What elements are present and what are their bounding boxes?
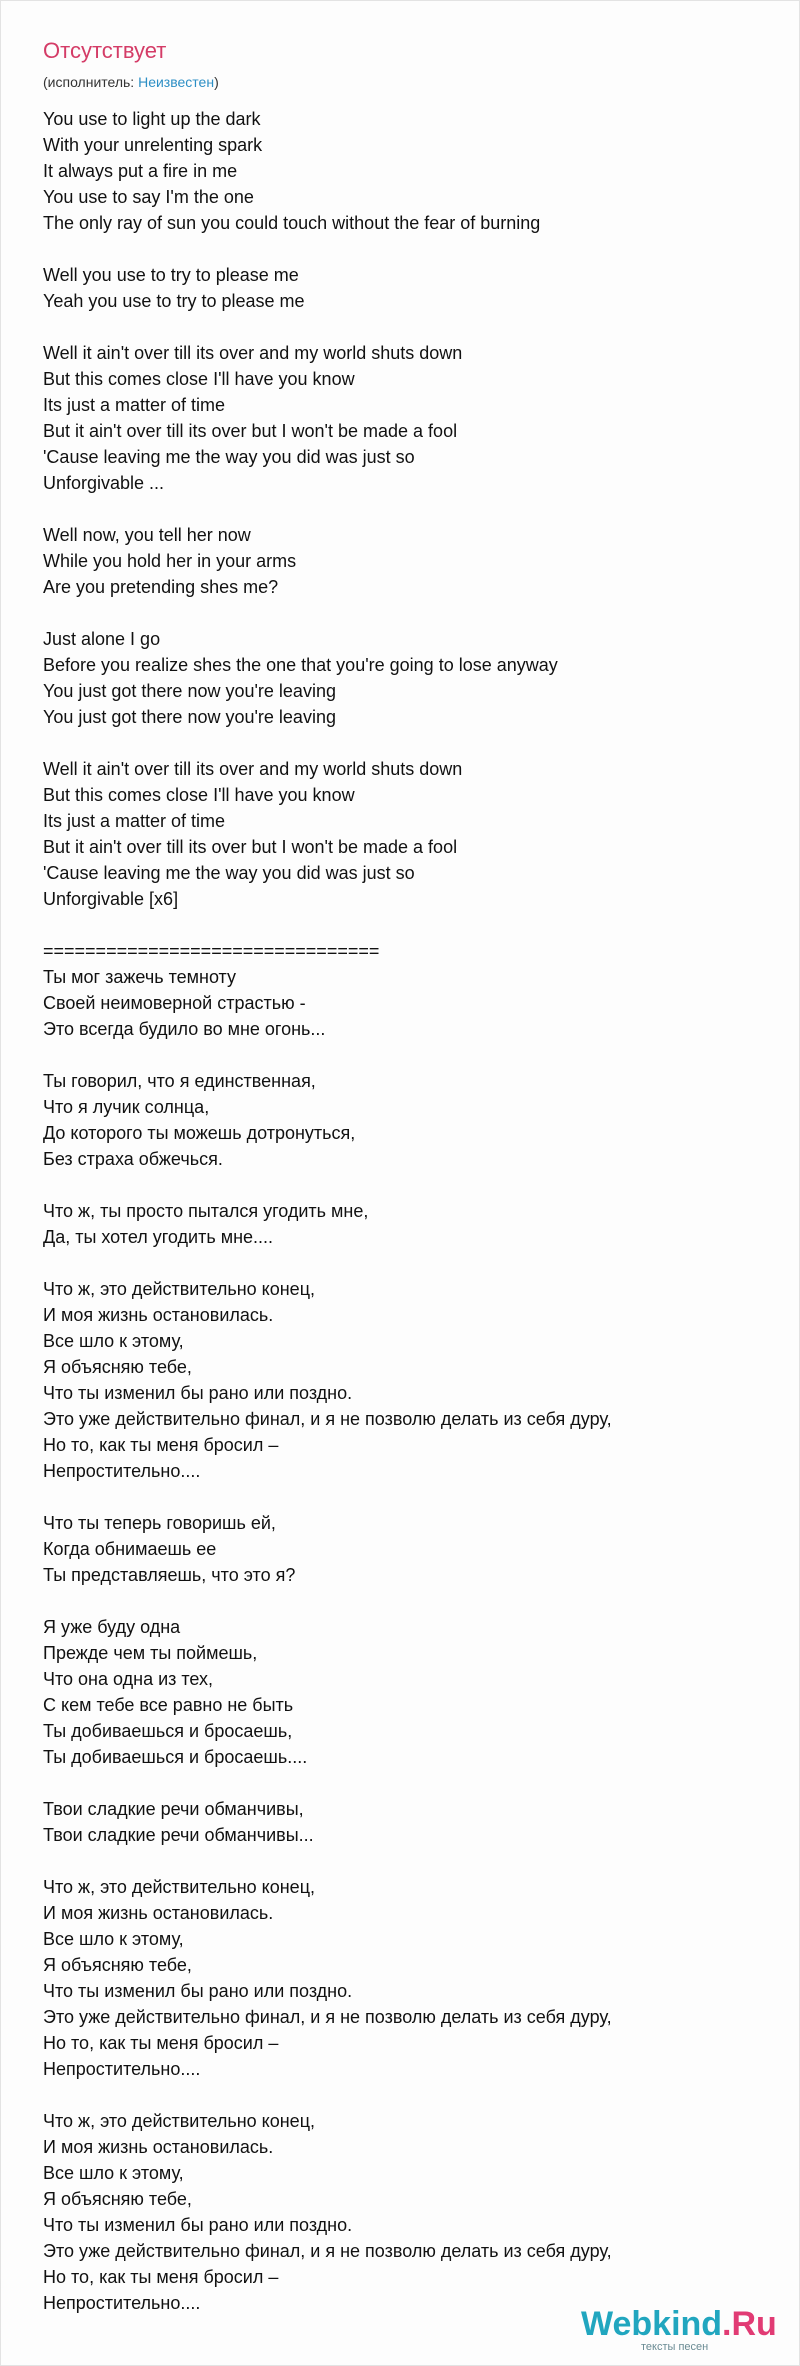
lyric-line: Just alone I go	[43, 629, 161, 649]
artist-suffix: )	[214, 74, 219, 90]
lyric-line: Когда обнимаешь ее	[43, 1539, 217, 1559]
lyric-line: Это уже действительно финал, и я не позволю делать из себя дуру,	[43, 2007, 612, 2027]
logo-subtitle: тексты песен	[641, 2341, 709, 2353]
lyric-line	[43, 2082, 773, 2108]
lyric-line	[43, 1250, 773, 1276]
lyric-line: Твои сладкие речи обманчивы,	[43, 1799, 304, 1819]
lyric-line: С кем тебе все равно не быть	[43, 1695, 294, 1715]
lyric-line: Что ты изменил бы рано или поздно.	[43, 1981, 353, 2001]
lyric-line: Ты говорил, что я единственная,	[43, 1071, 316, 1091]
lyric-line: Это уже действительно финал, и я не позволю делать из себя дуру,	[43, 1409, 612, 1429]
lyric-line: Я объясняю тебе,	[43, 1955, 192, 1975]
lyric-line: Без страха обжечься.	[43, 1149, 223, 1169]
lyrics-text	[43, 106, 773, 2316]
lyric-line: While you hold her in your arms	[43, 551, 297, 571]
lyric-line: И моя жизнь остановилась.	[43, 2137, 274, 2157]
artist-line	[43, 73, 219, 91]
lyric-line: Да, ты хотел угодить мне....	[43, 1227, 274, 1247]
lyric-line: Well you use to try to please me	[43, 265, 299, 285]
lyric-line: Unforgivable ...	[43, 473, 165, 493]
lyric-line: It always put a fire in me	[43, 161, 238, 181]
lyric-line: Все шло к этому,	[43, 2163, 184, 2183]
lyric-line: Но то, как ты меня бросил –	[43, 2033, 279, 2053]
lyric-line: И моя жизнь остановилась.	[43, 1305, 274, 1325]
lyric-line: ================================	[43, 941, 380, 961]
lyric-line: Я объясняю тебе,	[43, 1357, 192, 1377]
lyric-line: Непростительно....	[43, 2059, 201, 2079]
lyric-line: Что ж, это действительно конец,	[43, 1877, 316, 1897]
lyric-line	[43, 600, 773, 626]
lyric-line	[43, 1042, 773, 1068]
lyric-line: But it ain't over till its over but I won't be made a fool	[43, 837, 458, 857]
lyric-line: You use to say I'm the one	[43, 187, 254, 207]
lyric-line	[43, 730, 773, 756]
lyric-line	[43, 1484, 773, 1510]
lyric-line	[43, 496, 773, 522]
lyric-line: Что ты изменил бы рано или поздно.	[43, 1383, 353, 1403]
lyric-line: Прежде чем ты поймешь,	[43, 1643, 258, 1663]
lyric-line: Это уже действительно финал, и я не позволю делать из себя дуру,	[43, 2241, 612, 2261]
lyric-line: Все шло к этому,	[43, 1929, 184, 1949]
lyric-line	[43, 314, 773, 340]
lyric-line: Unforgivable [x6]	[43, 889, 179, 909]
lyric-line: Well it ain't over till its over and my world shuts down	[43, 759, 463, 779]
lyric-line: Its just a matter of time	[43, 395, 226, 415]
logo-wordmark	[581, 2304, 777, 2344]
lyric-line: Но то, как ты меня бросил –	[43, 2267, 279, 2287]
lyric-line: With your unrelenting spark	[43, 135, 263, 155]
song-title: Отсутствует	[43, 38, 167, 63]
lyric-line	[43, 1172, 773, 1198]
lyric-line: Все шло к этому,	[43, 1331, 184, 1351]
lyric-line: Что я лучик солнца,	[43, 1097, 210, 1117]
lyric-line	[43, 1770, 773, 1796]
lyric-line: Before you realize shes the one that you're going to lose anyway	[43, 655, 558, 675]
lyric-line: Are you pretending shes me?	[43, 577, 279, 597]
lyric-line: Ты добиваешься и бросаешь,	[43, 1721, 293, 1741]
lyric-line: Это всегда будило во мне огонь...	[43, 1019, 326, 1039]
lyric-line: Что ты изменил бы рано или поздно.	[43, 2215, 353, 2235]
lyric-line: 'Cause leaving me the way you did was just so	[43, 447, 415, 467]
lyric-line: Непростительно....	[43, 2293, 201, 2313]
lyric-line: But this comes close I'll have you know	[43, 785, 355, 805]
lyric-line: Я объясняю тебе,	[43, 2189, 192, 2209]
lyric-line: But this comes close I'll have you know	[43, 369, 355, 389]
lyric-line	[43, 236, 773, 262]
lyric-line	[43, 1588, 773, 1614]
lyric-line: Well it ain't over till its over and my world shuts down	[43, 343, 463, 363]
artist-link[interactable]: Неизвестен	[138, 74, 215, 90]
lyric-line: Но то, как ты меня бросил –	[43, 1435, 279, 1455]
lyric-line: До которого ты можешь дотронуться,	[43, 1123, 356, 1143]
artist-prefix: (исполнитель:	[43, 74, 139, 90]
lyric-line: Твои сладкие речи обманчивы...	[43, 1825, 314, 1845]
lyric-line: The only ray of sun you could touch without the fear of burning	[43, 213, 541, 233]
lyric-line: Непростительно....	[43, 1461, 201, 1481]
lyric-line: 'Cause leaving me the way you did was just so	[43, 863, 415, 883]
lyric-line: Я уже буду одна	[43, 1617, 181, 1637]
lyric-line: Что ты теперь говоришь ей,	[43, 1513, 276, 1533]
lyric-line: Ты добиваешься и бросаешь....	[43, 1747, 308, 1767]
lyric-line: You just got there now you're leaving	[43, 707, 336, 727]
lyric-line: Yeah you use to try to please me	[43, 291, 305, 311]
lyric-line: Что ж, это действительно конец,	[43, 2111, 316, 2131]
logo-domain-text: .Ru	[722, 2305, 777, 2343]
webkind-logo[interactable]	[581, 2304, 777, 2358]
lyric-line: Ты мог зажечь темноту	[43, 967, 236, 987]
lyric-line	[43, 1848, 773, 1874]
lyric-line: Что она одна из тех,	[43, 1669, 214, 1689]
logo-main-text: Webkind	[581, 2305, 723, 2343]
lyric-line: Well now, you tell her now	[43, 525, 251, 545]
lyric-line: И моя жизнь остановилась.	[43, 1903, 274, 1923]
lyric-line: But it ain't over till its over but I won't be made a fool	[43, 421, 458, 441]
lyric-line: Ты представляешь, что это я?	[43, 1565, 296, 1585]
lyric-line: Its just a matter of time	[43, 811, 226, 831]
lyric-line: You just got there now you're leaving	[43, 681, 336, 701]
lyric-line	[43, 912, 773, 938]
lyric-line: You use to light up the dark	[43, 109, 261, 129]
lyric-line: Своей неимоверной страстью -	[43, 993, 306, 1013]
lyric-line: Что ж, это действительно конец,	[43, 1279, 316, 1299]
lyric-line: Что ж, ты просто пытался угодить мне,	[43, 1201, 369, 1221]
